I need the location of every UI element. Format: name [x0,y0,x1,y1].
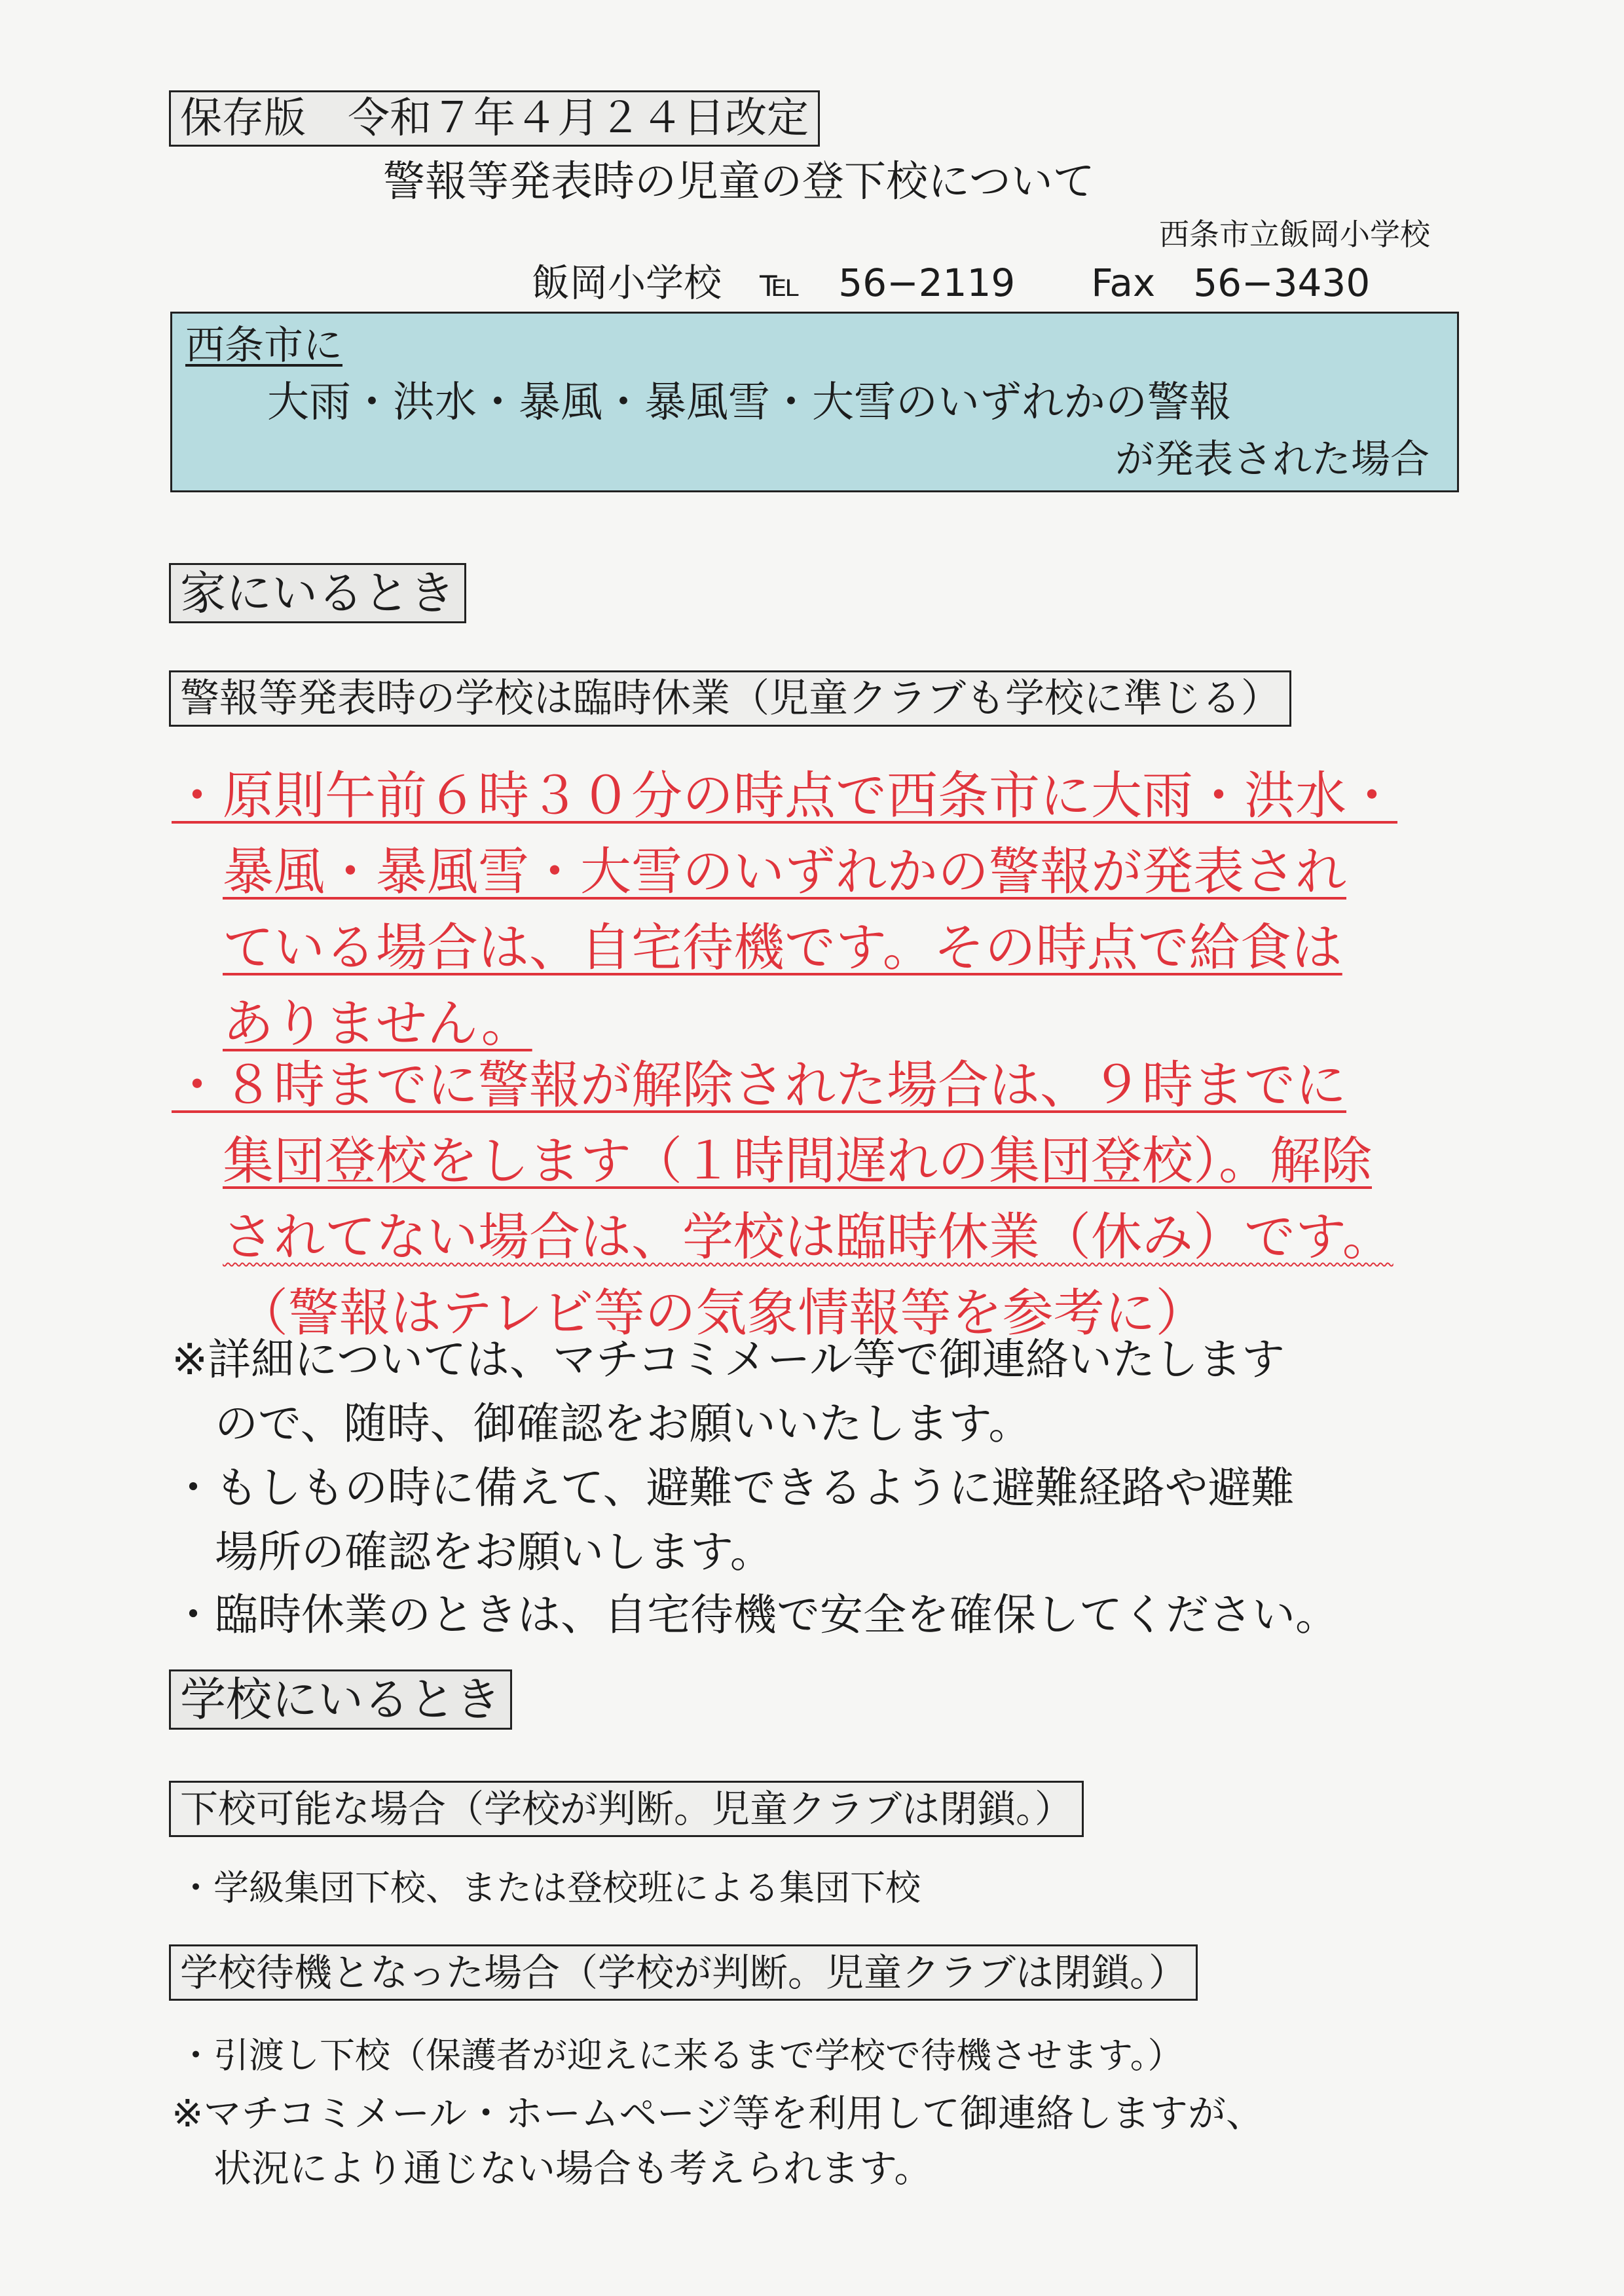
note-line: 場所の確認をお願いします。 [215,1527,773,1577]
note-line: 状況により通じない場合も考えられます。 [213,2146,932,2191]
red-line: ている場合は、自宅待機です。その時点で給食は [223,919,1342,977]
school-name: 西条市立飯岡小学校 [1159,217,1430,252]
morning-warning-rule [172,758,1397,1062]
standby-item: ・引渡し下校（保護者が迎えに来るまで学校で待機させます。） [178,2035,1183,2076]
dismissal-heading-box: 下校可能な場合（学校が判断。児童クラブは閉鎖。） [169,1781,1084,1837]
warning-lifted-rule [172,1048,1393,1351]
section-heading-at-home: 家にいるとき [169,563,466,623]
alert-condition: が発表された場合 [1115,437,1430,483]
alert-city: 西条市に [185,323,342,369]
closure-rule-box: 警報等発表時の学校は臨時休業（児童クラブも学校に準じる） [169,670,1291,727]
contact-note [172,2086,1264,2196]
note-line: ・もしもの時に備えて、避難できるように避難経路や避難 [172,1463,1295,1513]
red-line: （警報はテレビ等の気象情報等を参考に） [237,1284,1207,1343]
red-line: されてない場合は、学校は臨時休業（休み）です。 [223,1208,1393,1267]
alert-warnings: 大雨・洪水・暴風・暴風雪・大雪のいずれかの警報 [267,378,1231,427]
edition-label: 保存版 令和７年４月２４日改定 [169,90,820,147]
page-title: 警報等発表時の児童の登下校について [383,158,1095,206]
red-line: ・８時までに警報が解除された場合は、９時までに [172,1056,1347,1115]
detail-note [172,1328,1285,1456]
red-line: 集団登校をします（１時間遅れの集団登校）。解除 [223,1132,1373,1191]
note-line: ※マチコミメール・ホームページ等を利用して御連絡しますが、 [172,2091,1264,2136]
standby-heading-box: 学校待機となった場合（学校が判断。児童クラブは閉鎖。） [169,1944,1198,2001]
red-line: ありません。 [223,994,532,1053]
school-contact: 飯岡小学校 ℡ 56−2119 Fax 56−3430 [532,261,1371,305]
section-heading-at-school: 学校にいるとき [169,1669,512,1730]
warning-condition-box [170,312,1459,492]
note-line: ので、随時、御確認をお願いいたします。 [215,1398,1032,1449]
dismissal-item: ・学級集団下校、または登校班による集団下校 [178,1867,921,1908]
closure-standby-note: ・臨時休業のときは、自宅待機で安全を確保してください。 [172,1590,1338,1640]
note-line: ※詳細については、マチコミメール等で御連絡いたします [172,1334,1285,1385]
red-line: ・原則午前６時３０分の時点で西条市に大雨・洪水・ [172,767,1398,826]
evacuation-prep-note [172,1456,1295,1584]
red-line: 暴風・暴風雪・大雪のいずれかの警報が発表され [223,843,1347,902]
